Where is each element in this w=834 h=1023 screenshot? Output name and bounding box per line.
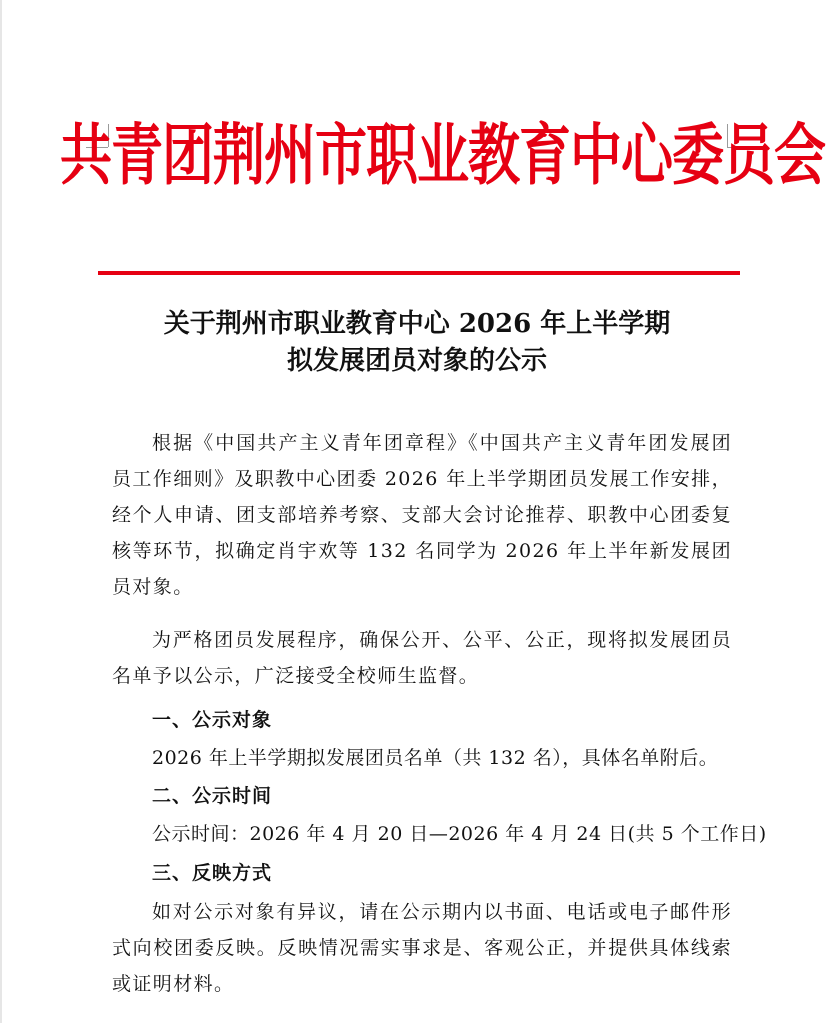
section-heading-feedback-method: 三、反映方式 xyxy=(152,862,273,884)
masthead-title: 共青团荆州市职业教育中心委员会 xyxy=(60,117,826,195)
document-title-line-1: 关于荆州市职业教育中心 2026 年上半学期 xyxy=(163,309,671,339)
red-divider-rule xyxy=(98,271,740,275)
section-heading-announcement-targets: 一、公示对象 xyxy=(152,709,273,731)
intro-paragraph: 根据《中国共产主义青年团章程》《中国共产主义青年团发展团员工作细则》及职教中心团委 2026 年上半学期团员发展工作安排，经个人申请、团支部培养考察、支部大会讨论推荐、职教中心团委复核等环节，拟确定肖宇欢等 132 名同学为 2026 年上半年新发展团员对象。 xyxy=(112,432,732,598)
purpose-paragraph: 为严格团员发展程序，确保公开、公平、公正，现将拟发展团员名单予以公示，广泛接受全校师生监督。 xyxy=(112,629,732,687)
section-text-announcement-period: 公示时间：2026 年 4 月 20 日—2026 年 4 月 24 日(共 5 个工作日) xyxy=(152,823,767,845)
section-text-announcement-targets: 2026 年上半学期拟发展团员名单（共 132 名），具体名单附后。 xyxy=(152,747,719,769)
document-title-line-2: 拟发展团员对象的公示 xyxy=(286,346,547,376)
page-edge xyxy=(0,0,2,1023)
section-text-feedback-method: 如对公示对象有异议，请在公示期内以书面、电话或电子邮件形式向校团委反映。反映情况需实事求是、客观公正，并提供具体线索或证明材料。 xyxy=(112,901,732,995)
section-heading-announcement-period: 二、公示时间 xyxy=(152,785,273,807)
